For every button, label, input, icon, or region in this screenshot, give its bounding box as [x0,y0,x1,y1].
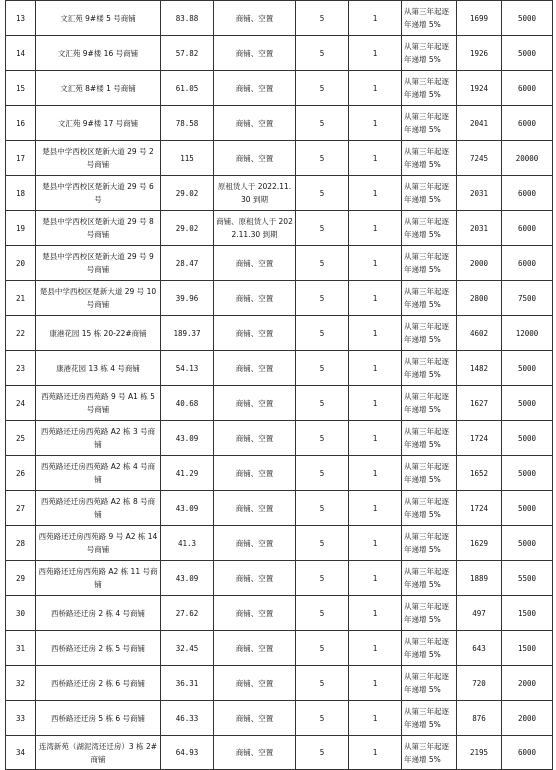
property-name-cell: 楚县中学西校区楚新大道 29 号 9 号商铺 [36,246,161,281]
table-row [6,736,553,770]
status-cell: 商铺、空置 [214,71,296,106]
property-name-cell: 文汇苑 8#楼 1 号商铺 [36,71,161,106]
increase-note-cell: 从第三年起逐年递增 5% [402,36,457,71]
count-cell: 1 [349,316,402,351]
row-number-cell: 24 [6,386,36,421]
area-cell: 41.3 [161,526,214,561]
status-cell: 商铺、空置 [214,281,296,316]
status-cell: 商铺、空置 [214,246,296,281]
document-page [5,0,553,770]
table-row [6,141,553,176]
value-cell: 1924 [457,71,502,106]
price-cell: 1500 [502,596,553,631]
price-cell: 6000 [502,246,553,281]
area-cell: 27.62 [161,596,214,631]
price-cell: 5000 [502,456,553,491]
term-cell: 5 [296,631,349,666]
value-cell: 1926 [457,36,502,71]
price-cell: 7500 [502,281,553,316]
property-table [5,0,553,770]
value-cell: 2800 [457,281,502,316]
area-cell: 57.82 [161,36,214,71]
count-cell: 1 [349,736,402,770]
row-number-cell: 19 [6,211,36,246]
property-name-cell: 楚县中学西校区楚新大道 29 号 6 号 [36,176,161,211]
table-row [6,701,553,736]
status-cell: 商铺、空置 [214,386,296,421]
row-number-cell: 32 [6,666,36,701]
table-row [6,526,553,561]
area-cell: 78.58 [161,106,214,141]
area-cell: 43.09 [161,421,214,456]
price-cell: 6000 [502,176,553,211]
status-cell: 商铺、空置 [214,36,296,71]
area-cell: 43.09 [161,491,214,526]
table-row [6,631,553,666]
term-cell: 5 [296,351,349,386]
count-cell: 1 [349,631,402,666]
value-cell: 1652 [457,456,502,491]
term-cell: 5 [296,316,349,351]
count-cell: 1 [349,71,402,106]
price-cell: 6000 [502,106,553,141]
increase-note-cell: 从第三年起逐年递增 5% [402,141,457,176]
count-cell: 1 [349,701,402,736]
increase-note-cell: 从第三年起逐年递增 5% [402,596,457,631]
property-name-cell: 西桥路还迁房 2 栋 6 号商铺 [36,666,161,701]
property-name-cell: 文汇苑 9#楼 17 号商铺 [36,106,161,141]
price-cell: 2000 [502,666,553,701]
row-number-cell: 26 [6,456,36,491]
status-cell: 商铺、空置 [214,106,296,141]
increase-note-cell: 从第三年起逐年递增 5% [402,701,457,736]
increase-note-cell: 从第三年起逐年递增 5% [402,526,457,561]
area-cell: 29.02 [161,176,214,211]
increase-note-cell: 从第三年起逐年递增 5% [402,351,457,386]
price-cell: 1500 [502,631,553,666]
row-number-cell: 14 [6,36,36,71]
status-cell: 商铺、空置 [214,1,296,36]
status-cell: 原租赁人于 2022.11.30 到期 [214,176,296,211]
increase-note-cell: 从第三年起逐年递增 5% [402,176,457,211]
property-name-cell: 康港花园 15 栋 20-22#商铺 [36,316,161,351]
increase-note-cell: 从第三年起逐年递增 5% [402,736,457,770]
row-number-cell: 30 [6,596,36,631]
increase-note-cell: 从第三年起逐年递增 5% [402,71,457,106]
term-cell: 5 [296,561,349,596]
value-cell: 2031 [457,211,502,246]
row-number-cell: 18 [6,176,36,211]
term-cell: 5 [296,666,349,701]
increase-note-cell: 从第三年起逐年递增 5% [402,421,457,456]
table-row [6,491,553,526]
term-cell: 5 [296,246,349,281]
property-name-cell: 楚县中学西校区楚新大道 29 号 2 号商铺 [36,141,161,176]
price-cell: 2000 [502,701,553,736]
area-cell: 43.09 [161,561,214,596]
table-row [6,421,553,456]
price-cell: 5500 [502,561,553,596]
value-cell: 1629 [457,526,502,561]
term-cell: 5 [296,141,349,176]
increase-note-cell: 从第三年起逐年递增 5% [402,1,457,36]
table-row [6,351,553,386]
area-cell: 115 [161,141,214,176]
status-cell: 商铺、空置 [214,736,296,770]
row-number-cell: 31 [6,631,36,666]
table-row [6,386,553,421]
row-number-cell: 21 [6,281,36,316]
value-cell: 1724 [457,491,502,526]
area-cell: 40.68 [161,386,214,421]
increase-note-cell: 从第三年起逐年递增 5% [402,386,457,421]
status-cell: 商铺、空置 [214,701,296,736]
price-cell: 5000 [502,36,553,71]
count-cell: 1 [349,526,402,561]
term-cell: 5 [296,491,349,526]
table-row [6,211,553,246]
row-number-cell: 16 [6,106,36,141]
price-cell: 6000 [502,736,553,770]
property-name-cell: 西桥路还迁房 2 栋 4 号商铺 [36,596,161,631]
price-cell: 5000 [502,491,553,526]
value-cell: 497 [457,596,502,631]
price-cell: 5000 [502,386,553,421]
property-name-cell: 西苑路还迁房西苑路 9 号 A1 栋 5 号商铺 [36,386,161,421]
value-cell: 2041 [457,106,502,141]
count-cell: 1 [349,491,402,526]
value-cell: 2000 [457,246,502,281]
value-cell: 4602 [457,316,502,351]
count-cell: 1 [349,596,402,631]
count-cell: 1 [349,456,402,491]
value-cell: 7245 [457,141,502,176]
area-cell: 32.45 [161,631,214,666]
term-cell: 5 [296,456,349,491]
status-cell: 商铺、空置 [214,456,296,491]
term-cell: 5 [296,211,349,246]
table-row [6,71,553,106]
status-cell: 商铺、空置 [214,421,296,456]
property-name-cell: 西苑路还迁房西苑路 9 号 A2 栋 14 号商铺 [36,526,161,561]
count-cell: 1 [349,36,402,71]
count-cell: 1 [349,176,402,211]
value-cell: 1627 [457,386,502,421]
increase-note-cell: 从第三年起逐年递增 5% [402,106,457,141]
value-cell: 1889 [457,561,502,596]
increase-note-cell: 从第三年起逐年递增 5% [402,281,457,316]
count-cell: 1 [349,351,402,386]
term-cell: 5 [296,596,349,631]
property-name-cell: 西苑路还迁房西苑路 A2 栋 8 号商铺 [36,491,161,526]
row-number-cell: 22 [6,316,36,351]
status-cell: 商铺、空置 [214,491,296,526]
price-cell: 5000 [502,1,553,36]
area-cell: 39.96 [161,281,214,316]
table-row [6,176,553,211]
count-cell: 1 [349,1,402,36]
property-name-cell: 西桥路还迁房 5 栋 6 号商铺 [36,701,161,736]
status-cell: 商铺、空置 [214,666,296,701]
count-cell: 1 [349,666,402,701]
row-number-cell: 20 [6,246,36,281]
area-cell: 54.13 [161,351,214,386]
increase-note-cell: 从第三年起逐年递增 5% [402,456,457,491]
value-cell: 643 [457,631,502,666]
status-cell: 商铺、空置 [214,596,296,631]
table-row [6,1,553,36]
table-row [6,316,553,351]
increase-note-cell: 从第三年起逐年递增 5% [402,561,457,596]
area-cell: 83.88 [161,1,214,36]
table-row [6,106,553,141]
status-cell: 商铺、空置 [214,631,296,666]
area-cell: 41.29 [161,456,214,491]
term-cell: 5 [296,106,349,141]
value-cell: 1699 [457,1,502,36]
property-name-cell: 西桥路还迁房 2 栋 5 号商铺 [36,631,161,666]
term-cell: 5 [296,1,349,36]
row-number-cell: 13 [6,1,36,36]
price-cell: 20000 [502,141,553,176]
row-number-cell: 17 [6,141,36,176]
status-cell: 商铺、空置 [214,351,296,386]
term-cell: 5 [296,526,349,561]
area-cell: 64.93 [161,736,214,770]
area-cell: 61.05 [161,71,214,106]
increase-note-cell: 从第三年起逐年递增 5% [402,631,457,666]
table-row [6,666,553,701]
status-cell: 商铺、空置 [214,561,296,596]
price-cell: 5000 [502,351,553,386]
row-number-cell: 15 [6,71,36,106]
term-cell: 5 [296,71,349,106]
table-row [6,561,553,596]
area-cell: 36.31 [161,666,214,701]
increase-note-cell: 从第三年起逐年递增 5% [402,246,457,281]
price-cell: 6000 [502,71,553,106]
count-cell: 1 [349,421,402,456]
table-row [6,596,553,631]
value-cell: 1724 [457,421,502,456]
table-body [6,1,553,770]
status-cell: 商铺、原租赁人于 2022.11.30 到期 [214,211,296,246]
property-name-cell: 文汇苑 9#楼 5 号商铺 [36,1,161,36]
row-number-cell: 23 [6,351,36,386]
price-cell: 5000 [502,526,553,561]
property-name-cell: 西苑路还迁房西苑路 A2 栋 4 号商铺 [36,456,161,491]
count-cell: 1 [349,211,402,246]
count-cell: 1 [349,141,402,176]
increase-note-cell: 从第三年起逐年递增 5% [402,491,457,526]
property-name-cell: 西苑路还迁房西苑路 A2 栋 3 号商铺 [36,421,161,456]
row-number-cell: 25 [6,421,36,456]
property-name-cell: 文汇苑 9#楼 16 号商铺 [36,36,161,71]
property-name-cell: 楚县中学西校区楚新大道 29 号 8 号商铺 [36,211,161,246]
row-number-cell: 27 [6,491,36,526]
term-cell: 5 [296,701,349,736]
count-cell: 1 [349,561,402,596]
term-cell: 5 [296,736,349,770]
row-number-cell: 29 [6,561,36,596]
price-cell: 6000 [502,211,553,246]
property-name-cell: 西苑路还迁房西苑路 A2 栋 11 号商铺 [36,561,161,596]
increase-note-cell: 从第三年起逐年递增 5% [402,666,457,701]
count-cell: 1 [349,246,402,281]
area-cell: 28.47 [161,246,214,281]
status-cell: 商铺、空置 [214,141,296,176]
increase-note-cell: 从第三年起逐年递增 5% [402,211,457,246]
count-cell: 1 [349,281,402,316]
table-row [6,456,553,491]
table-row [6,246,553,281]
property-name-cell: 连湾新苑（湖泥湾还迁房）3 栋 2#商铺 [36,736,161,770]
table-row [6,36,553,71]
row-number-cell: 34 [6,736,36,770]
area-cell: 46.33 [161,701,214,736]
term-cell: 5 [296,281,349,316]
term-cell: 5 [296,421,349,456]
status-cell: 商铺、空置 [214,316,296,351]
term-cell: 5 [296,386,349,421]
row-number-cell: 33 [6,701,36,736]
row-number-cell: 28 [6,526,36,561]
value-cell: 2031 [457,176,502,211]
property-name-cell: 康港花园 13 栋 4 号商铺 [36,351,161,386]
term-cell: 5 [296,36,349,71]
table-row [6,281,553,316]
count-cell: 1 [349,386,402,421]
value-cell: 2195 [457,736,502,770]
status-cell: 商铺、空置 [214,526,296,561]
value-cell: 720 [457,666,502,701]
count-cell: 1 [349,106,402,141]
value-cell: 876 [457,701,502,736]
area-cell: 189.37 [161,316,214,351]
property-name-cell: 楚县中学西校区楚新大道 29 号 10 号商铺 [36,281,161,316]
price-cell: 5000 [502,421,553,456]
price-cell: 12000 [502,316,553,351]
term-cell: 5 [296,176,349,211]
area-cell: 29.02 [161,211,214,246]
increase-note-cell: 从第三年起逐年递增 5% [402,316,457,351]
value-cell: 1482 [457,351,502,386]
